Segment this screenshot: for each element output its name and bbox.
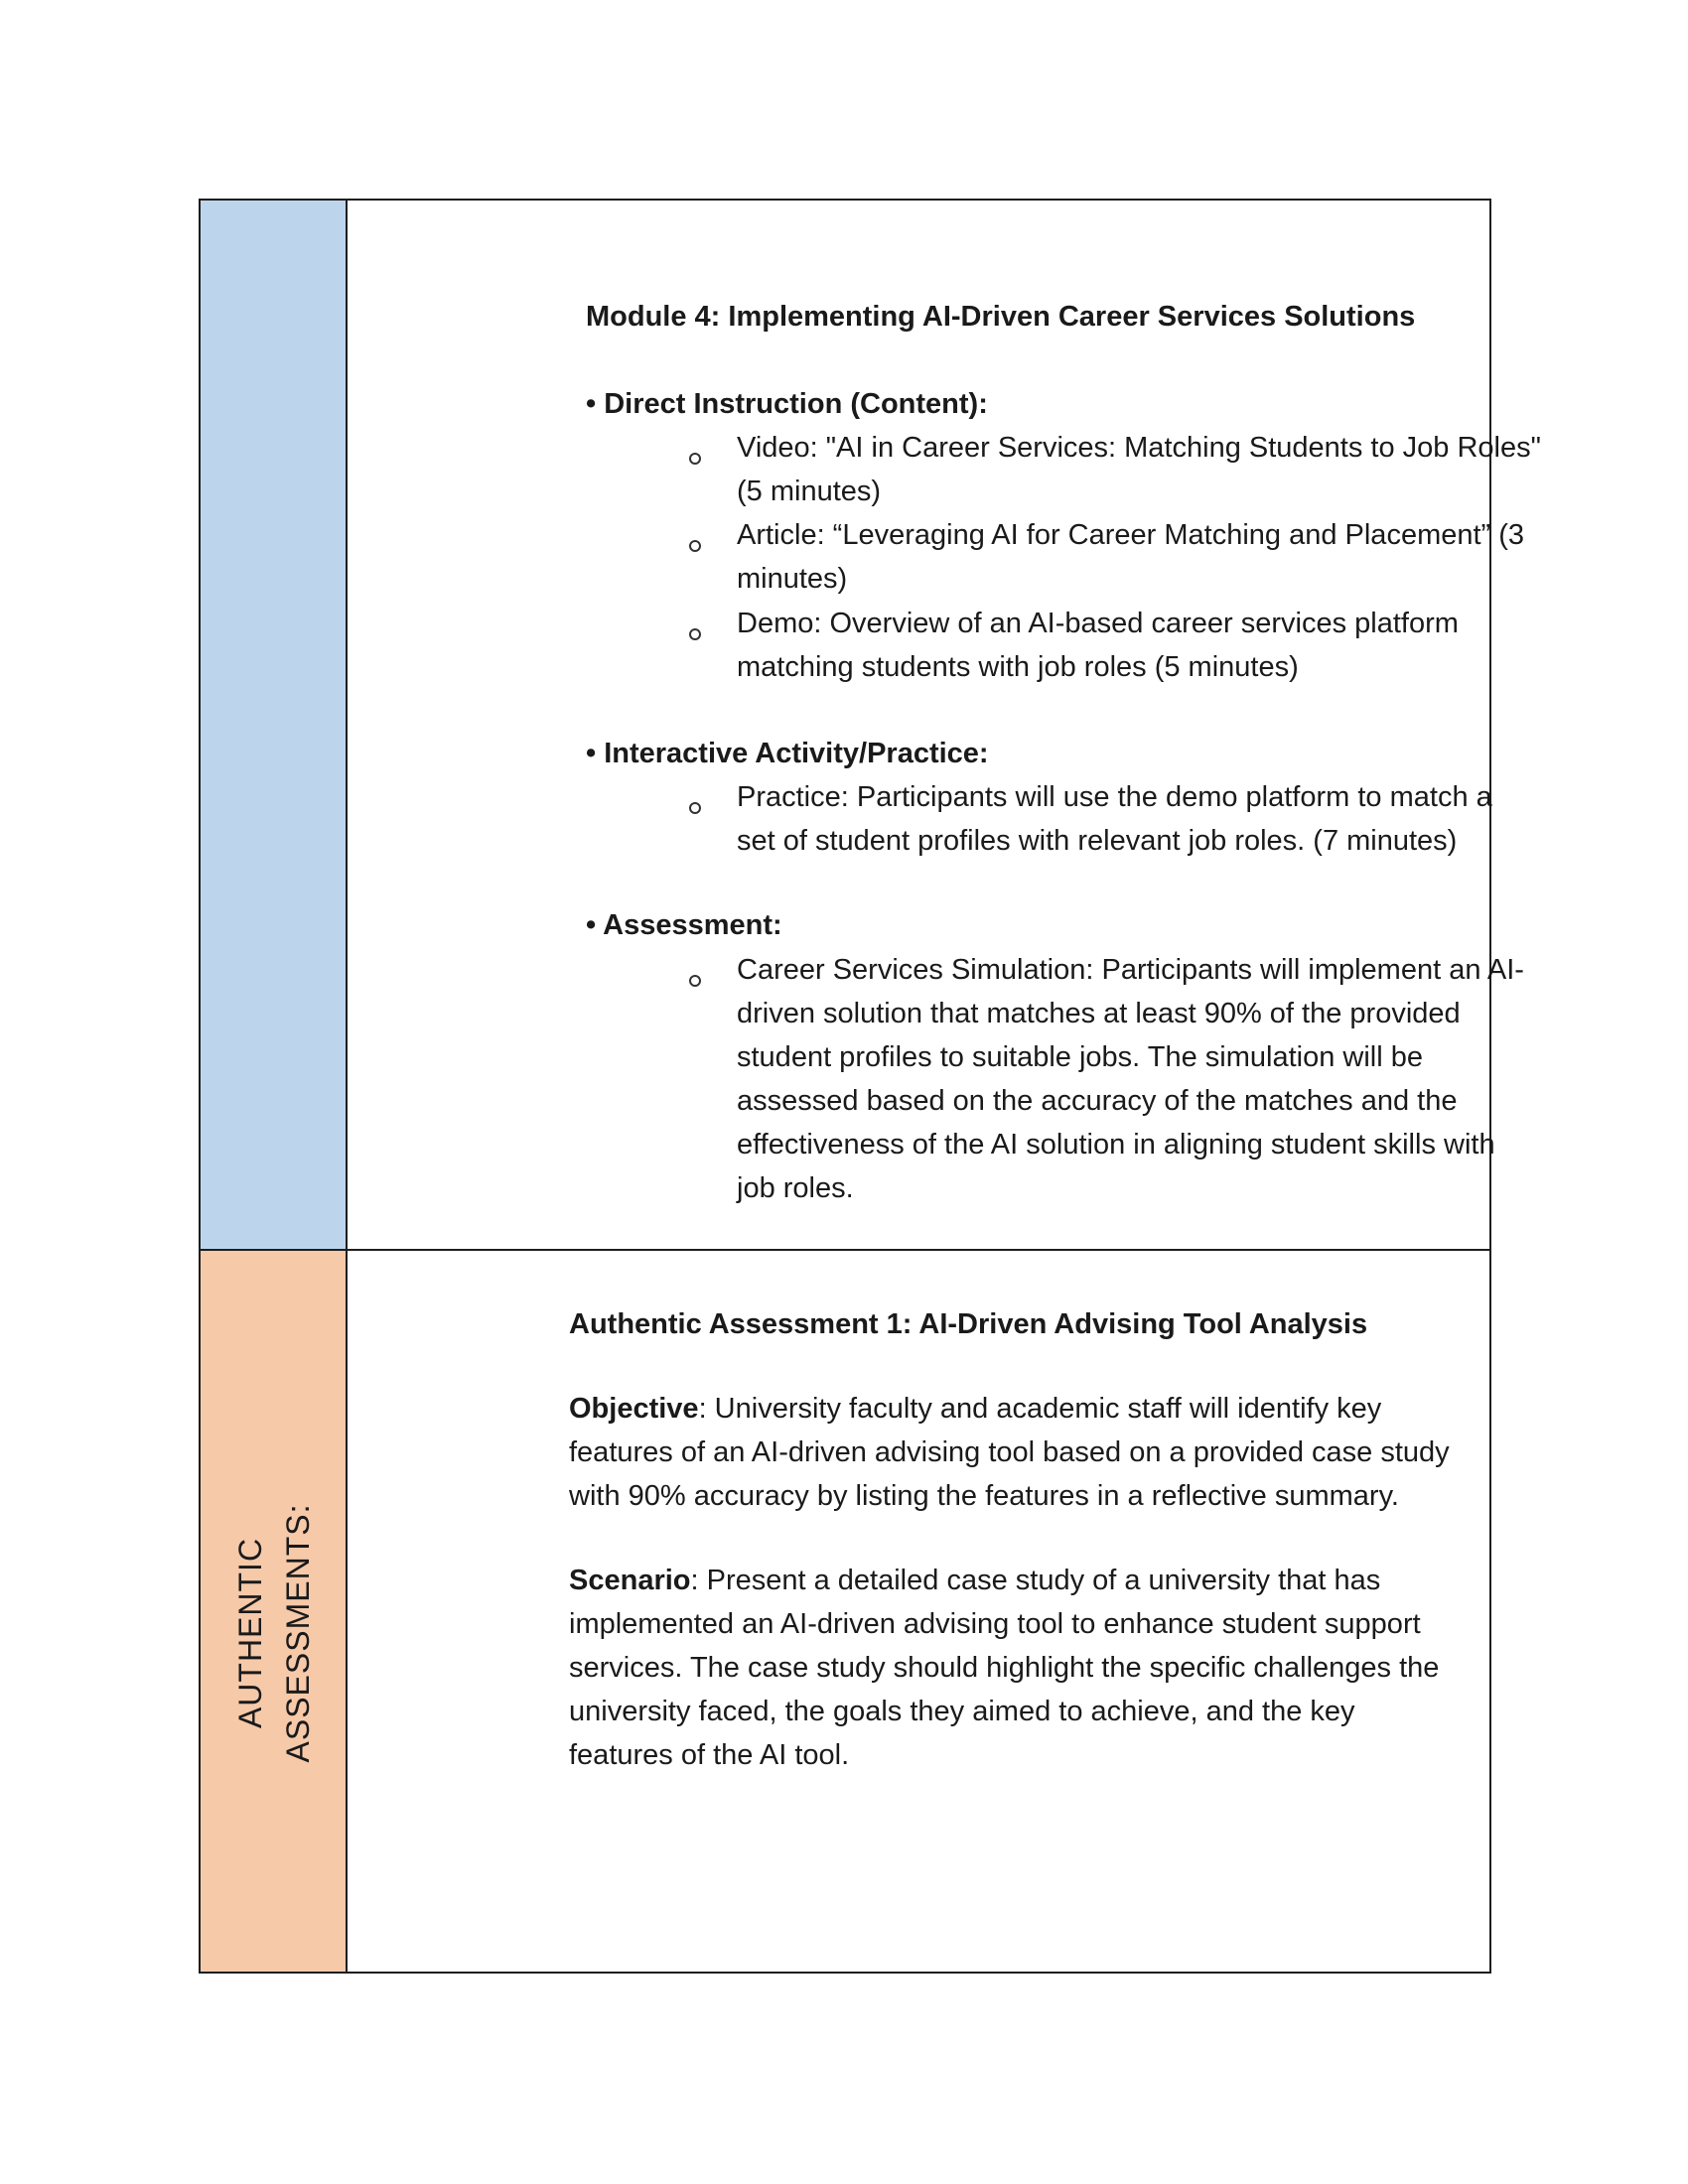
module-row xyxy=(201,201,1541,1251)
bullet-circle-icon xyxy=(689,802,701,814)
authentic-assessment-title: Authentic Assessment 1: AI-Driven Advising Tool Analysis xyxy=(569,1308,1368,1340)
authentic-assessments-label: AUTHENTIC ASSESSMENTS: xyxy=(232,1503,316,1763)
demo-item-line1: Demo: Overview of an AI-based career services platform xyxy=(737,608,1459,639)
assessment-item-line4: assessed based on the accuracy of the matches and the xyxy=(737,1085,1458,1117)
objective-line1: Objective: University faculty and academic staff will identify key xyxy=(569,1393,1382,1425)
practice-item-line1: Practice: Participants will use the demo platform to match a xyxy=(737,781,1492,813)
objective-label: Objective xyxy=(569,1393,699,1425)
assessment-item-line1: Career Services Simulation: Participants will implement an AI- xyxy=(737,954,1524,986)
bullet-circle-icon xyxy=(689,628,701,640)
scenario-line4: university faced, the goals they aimed to achieve, and the key xyxy=(569,1696,1355,1727)
article-item-line2: minutes) xyxy=(737,563,848,595)
assessment-item-line3: student profiles to suitable jobs. The simulation will be xyxy=(737,1041,1424,1073)
objective-line3: with 90% accuracy by listing the features in a reflective summary. xyxy=(569,1480,1399,1512)
module-side-cell xyxy=(201,201,348,1249)
module-title: Module 4: Implementing AI-Driven Career Services Solutions xyxy=(586,301,1416,333)
scenario-line2: implemented an AI-driven advising tool to enhance student support xyxy=(569,1608,1421,1640)
interactive-practice-heading: • Interactive Activity/Practice: xyxy=(586,738,989,769)
video-item-line2: (5 minutes) xyxy=(737,476,882,507)
authentic-content-cell xyxy=(350,1251,1489,1972)
bullet-circle-icon xyxy=(689,540,701,552)
bullet-circle-icon xyxy=(689,975,701,987)
demo-item-line2: matching students with job roles (5 minutes) xyxy=(737,651,1299,683)
objective-line2: features of an AI-driven advising tool based on a provided case study xyxy=(569,1436,1450,1468)
assessment-item-line5: effectiveness of the AI solution in aligning student skills with xyxy=(737,1129,1495,1160)
scenario-line3: services. The case study should highlight the specific challenges the xyxy=(569,1652,1440,1684)
authentic-assessment-row xyxy=(201,1251,1489,1972)
scenario-line1: Scenario: Present a detailed case study of a university that has xyxy=(569,1565,1381,1596)
assessment-item-line6: job roles. xyxy=(737,1172,854,1204)
scenario-label: Scenario xyxy=(569,1565,691,1596)
video-item-line1: Video: "AI in Career Services: Matching Students to Job Roles" xyxy=(737,432,1541,464)
authentic-side-cell xyxy=(201,1251,348,1972)
direct-instruction-heading: • Direct Instruction (Content): xyxy=(586,388,988,420)
bullet-circle-icon xyxy=(689,453,701,465)
assessment-item-line2: driven solution that matches at least 90% of the provided xyxy=(737,998,1461,1029)
assessment-heading: • Assessment: xyxy=(586,909,782,941)
module-content-cell xyxy=(350,201,1541,1249)
scenario-line5: features of the AI tool. xyxy=(569,1739,850,1771)
article-item-line1: Article: “Leveraging AI for Career Matching and Placement” (3 xyxy=(737,519,1525,551)
lesson-table xyxy=(199,199,1541,1974)
practice-item-line2: set of student profiles with relevant job roles. (7 minutes) xyxy=(737,825,1458,857)
